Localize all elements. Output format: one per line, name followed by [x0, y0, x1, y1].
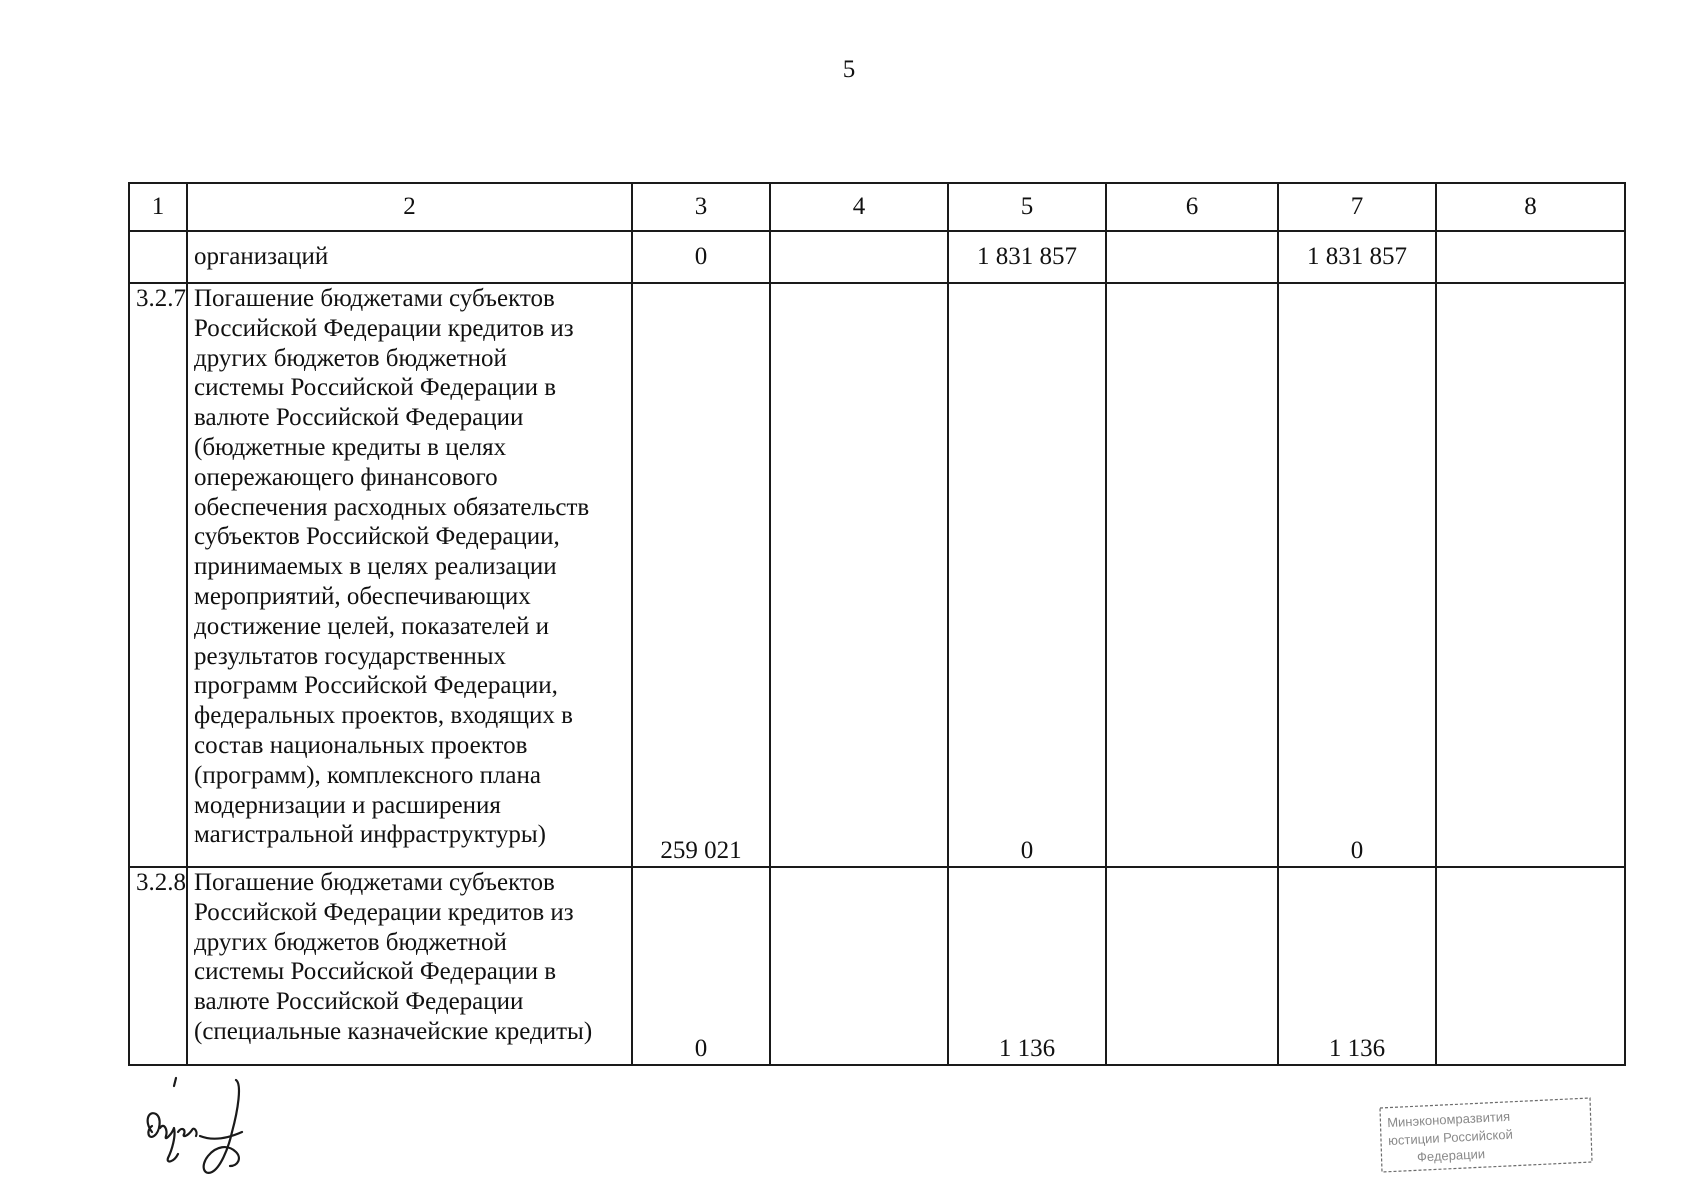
description-line: состав национальных проектов: [194, 731, 528, 759]
description-line: результатов государственных: [194, 642, 506, 670]
description-line: принимаемых в целях реализации: [194, 553, 557, 581]
description-line: организаций: [194, 243, 329, 271]
description-line: (программ), комплексного плана: [194, 761, 541, 789]
description-line: достижение целей, показателей и: [194, 612, 549, 640]
header-cell: 6: [1106, 183, 1278, 231]
page-number: 5: [842, 56, 856, 83]
value-cell: [1106, 867, 1278, 1065]
description-line: других бюджетов бюджетной: [194, 928, 507, 956]
value-cell: [1106, 231, 1278, 283]
description-line: магистральной инфраструктуры): [194, 821, 546, 849]
description-line: Российской Федерации кредитов из: [194, 314, 574, 342]
header-cell: 1: [129, 183, 187, 231]
value-cell: 1 136: [948, 867, 1106, 1065]
value-cell: [1436, 231, 1625, 283]
row-number: 3.2.7: [129, 283, 187, 867]
description-line: модернизации и расширения: [194, 791, 501, 819]
value-cell: [770, 231, 948, 283]
description-line: Погашение бюджетами субъектов: [194, 285, 555, 312]
header-cell: 8: [1436, 183, 1625, 231]
description-line: федеральных проектов, входящих в: [194, 702, 573, 730]
description-line: Российской Федерации кредитов из: [194, 898, 574, 926]
value-cell: [770, 283, 948, 867]
table-row: [129, 283, 1625, 867]
description-line: мероприятий, обеспечивающих: [194, 582, 531, 610]
description-line: валюте Российской Федерации: [194, 404, 524, 432]
row-description: [187, 231, 632, 283]
description-line: обеспечения расходных обязательств: [194, 493, 590, 521]
header-cell: 7: [1278, 183, 1436, 231]
row-description: [187, 867, 632, 1065]
stamp-line: Федерации: [1416, 1146, 1486, 1165]
description-line: системы Российской Федерации в: [194, 374, 557, 402]
header-cell: 3: [632, 183, 770, 231]
header-cell: 4: [770, 183, 948, 231]
value-cell: [770, 867, 948, 1065]
value-cell: 1 136: [1278, 867, 1436, 1065]
description-line: программ Российской Федерации,: [194, 672, 558, 700]
table-row: [129, 867, 1625, 1065]
description-line: других бюджетов бюджетной: [194, 344, 507, 372]
description-line: валюте Российской Федерации: [194, 988, 524, 1016]
stamp-line: юстиции Российской: [1387, 1126, 1514, 1149]
value-cell: 0: [1278, 283, 1436, 867]
value-cell: [1436, 867, 1625, 1065]
value-cell: [1106, 283, 1278, 867]
value-cell: [1436, 283, 1625, 867]
row-description: [187, 283, 632, 867]
row-number: [129, 231, 187, 283]
handwritten-signature: [138, 1070, 258, 1180]
description-line: опережающего финансового: [194, 463, 498, 491]
header-cell: 2: [187, 183, 632, 231]
header-row: [129, 183, 1625, 231]
value-cell: 0: [632, 231, 770, 283]
table-row: [129, 231, 1625, 283]
description-line: Погашение бюджетами субъектов: [194, 869, 555, 896]
description-line: системы Российской Федерации в: [194, 958, 557, 986]
value-cell: 1 831 857: [948, 231, 1106, 283]
description-line: (специальные казначейские кредиты): [194, 1017, 593, 1045]
stamp-line: Минэкономразвития: [1386, 1108, 1511, 1131]
description-line: (бюджетные кредиты в целях: [194, 433, 507, 461]
value-cell: 0: [948, 283, 1106, 867]
value-cell: 0: [632, 867, 770, 1065]
row-number: 3.2.8: [129, 867, 187, 1065]
registration-stamp: [1376, 1092, 1596, 1178]
value-cell: 1 831 857: [1278, 231, 1436, 283]
header-cell: 5: [948, 183, 1106, 231]
budget-table: [128, 182, 1626, 1066]
value-cell: 259 021: [632, 283, 770, 867]
description-line: субъектов Российской Федерации,: [194, 523, 560, 551]
